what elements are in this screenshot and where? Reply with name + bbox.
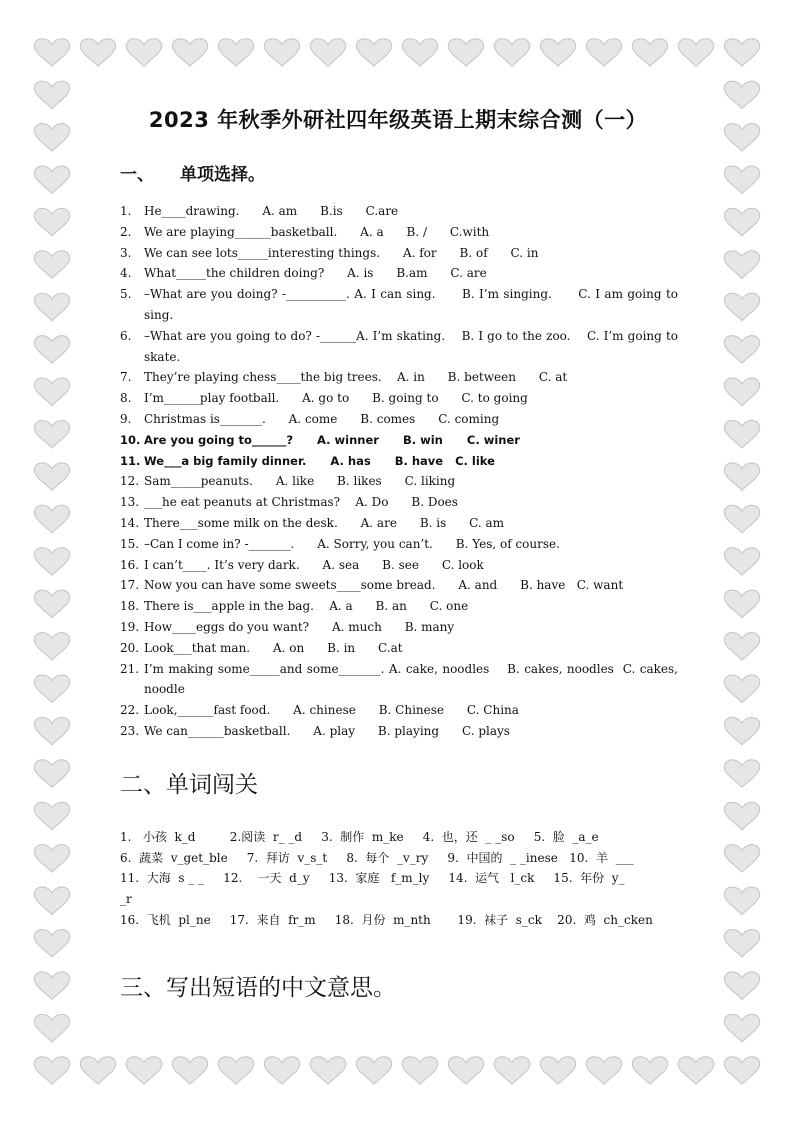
question-item	[118, 430, 678, 451]
heart-icon	[724, 1057, 759, 1085]
heart-icon	[724, 887, 759, 915]
section1-numeral: 一、	[120, 165, 154, 185]
word-line: 1. 小孩 k_d 2.阅读 r_ _d 3. 制作 m_ke 4. 也，还 _ _so 5. 脸 _a_e	[120, 829, 599, 844]
heart-icon	[34, 1014, 69, 1042]
heart-icon	[172, 1057, 207, 1085]
question-item	[118, 555, 678, 576]
heart-icon	[540, 1057, 575, 1085]
question-text: We can______basketball. A. play B. playing C. plays	[144, 723, 510, 738]
heart-icon	[34, 293, 69, 321]
question-list	[118, 201, 682, 742]
heart-icon	[586, 1057, 621, 1085]
question-item	[118, 263, 678, 284]
heart-icon	[448, 39, 483, 67]
heart-icon	[34, 251, 69, 279]
heart-icon	[448, 1057, 483, 1085]
question-text: I’m______play football. A. go to B. going to C. to going	[144, 391, 528, 406]
question-number: 23.	[120, 723, 140, 738]
section2-heading: 二、单词闯关	[120, 771, 258, 798]
heart-icon	[34, 548, 69, 576]
heart-icon	[218, 39, 253, 67]
word-challenge-list	[118, 827, 678, 931]
question-text: I can’t____. It’s very dark. A. sea B. see C. look	[144, 557, 484, 572]
heart-icon	[678, 39, 713, 67]
heart-icon	[724, 293, 759, 321]
question-number: 22.	[120, 703, 140, 718]
heart-icon	[402, 1057, 437, 1085]
question-item	[118, 617, 678, 638]
heart-icon	[724, 463, 759, 491]
question-text: They’re playing chess____the big trees. A. in B. between C. at	[144, 370, 568, 385]
heart-icon	[724, 420, 759, 448]
heart-icon	[34, 1057, 69, 1085]
question-text: –Can I come in? -_______. A. Sorry, you can’t. B. Yes, of course.	[144, 536, 560, 551]
question-item	[118, 222, 678, 243]
question-item	[118, 596, 678, 617]
question-item	[118, 534, 678, 555]
heart-icon	[724, 251, 759, 279]
heart-icon	[724, 336, 759, 364]
question-number: 7.	[120, 370, 132, 385]
heart-icon	[678, 1057, 713, 1085]
question-text: Now you can have some sweets____some bread. A. and B. have C. want	[144, 578, 624, 593]
question-text: –What are you going to do? -______A. I’m skating. B. I go to the zoo. C. I’m going to skate.	[144, 328, 682, 364]
question-item	[118, 513, 678, 534]
question-item	[118, 243, 678, 264]
question-item	[118, 284, 682, 326]
heart-icon	[586, 39, 621, 67]
question-item	[118, 451, 678, 472]
heart-icon	[34, 124, 69, 152]
question-text: ___he eat peanuts at Christmas? A. Do B. Does	[144, 495, 458, 510]
word-line: 6. 蔬菜 v_get_ble 7. 拜访 v_s_t 8. 每个 _v_ry 9. 中国的 _ _inese 10. 羊 ___	[120, 850, 634, 865]
heart-icon	[724, 39, 759, 67]
heart-icon	[310, 1057, 345, 1085]
section3-heading: 三、写出短语的中文意思。	[120, 974, 396, 1001]
question-number: 6.	[120, 328, 132, 343]
heart-icon	[34, 505, 69, 533]
heart-icon	[34, 166, 69, 194]
heart-icon	[264, 1057, 299, 1085]
heart-icon	[494, 39, 529, 67]
heart-icon	[724, 802, 759, 830]
heart-icon	[356, 39, 391, 67]
heart-icon	[34, 972, 69, 1000]
heart-icon	[80, 39, 115, 67]
heart-icon	[34, 887, 69, 915]
heart-icon	[724, 208, 759, 236]
question-item	[118, 201, 678, 222]
heart-icon	[724, 548, 759, 576]
question-item	[118, 492, 678, 513]
heart-icon	[724, 124, 759, 152]
heart-icon	[724, 972, 759, 1000]
heart-icon	[494, 1057, 529, 1085]
heart-icon	[402, 39, 437, 67]
question-item	[118, 638, 678, 659]
heart-icon	[34, 81, 69, 109]
heart-icon	[724, 378, 759, 406]
heart-icon	[34, 463, 69, 491]
page-title: 2023 年秋季外研社四年级英语上期末综合测（一）	[148, 108, 648, 132]
heart-icon	[632, 39, 667, 67]
heart-icon	[724, 81, 759, 109]
heart-icon	[724, 505, 759, 533]
question-number: 19.	[120, 619, 140, 634]
question-number: 4.	[120, 266, 132, 281]
section1-title: 单项选择。	[180, 165, 265, 185]
heart-icon	[632, 1057, 667, 1085]
heart-icon	[724, 760, 759, 788]
heart-icon	[724, 1014, 759, 1042]
question-item	[118, 575, 678, 596]
heart-icon	[34, 208, 69, 236]
section1-heading	[120, 160, 678, 185]
question-number: 2.	[120, 224, 132, 239]
question-number: 18.	[120, 599, 140, 614]
question-text: We are playing______basketball. A. a B. / C.with	[144, 224, 490, 239]
heart-icon	[264, 39, 299, 67]
question-text: Look,______fast food. A. chinese B. Chinese C. China	[144, 703, 519, 718]
heart-icon	[34, 336, 69, 364]
heart-icon	[34, 675, 69, 703]
question-number: 13.	[120, 495, 140, 510]
question-number: 11.	[120, 453, 141, 468]
question-text: I’m making some_____and some_______. A. cake, noodles B. cakes, noodles C. cakes, noodle	[144, 661, 682, 697]
heart-icon	[34, 845, 69, 873]
word-line: _r	[120, 892, 132, 907]
question-number: 14.	[120, 515, 140, 530]
heart-icon	[724, 675, 759, 703]
heart-icon	[724, 633, 759, 661]
heart-icon	[540, 39, 575, 67]
heart-icon	[724, 717, 759, 745]
heart-icon	[310, 39, 345, 67]
question-item	[118, 367, 678, 388]
heart-icon	[34, 420, 69, 448]
question-item	[118, 700, 678, 721]
question-number: 9.	[120, 411, 132, 426]
heart-icon	[34, 802, 69, 830]
question-text: Christmas is_______. A. come B. comes C. coming	[144, 411, 500, 426]
question-number: 21.	[120, 661, 140, 676]
question-number: 15.	[120, 536, 140, 551]
question-text: –What are you doing? -__________. A. I can sing. B. I’m singing. C. I am going to sing.	[144, 287, 682, 322]
question-text: We can see lots_____interesting things. A. for B. of C. in	[144, 245, 539, 260]
word-line: 11. 大海 s _ _ 12. 一天 d_y 13. 家庭 f_m_ly 14. 运气 l_ck 15. 年份 y_	[120, 871, 625, 886]
heart-icon	[80, 1057, 115, 1085]
question-item	[118, 471, 678, 492]
word-line: 16. 飞机 pl_ne 17. 来自 fr_m 18. 月份 m_nth 19. 袜子 s_ck 20. 鸡 ch_cken	[120, 912, 653, 927]
heart-icon	[724, 166, 759, 194]
question-text: There___some milk on the desk. A. are B. is C. am	[144, 515, 505, 530]
heart-icon	[126, 1057, 161, 1085]
question-number: 12.	[120, 474, 140, 489]
heart-icon	[724, 590, 759, 618]
question-text: Are you going to______? A. winner B. win C. winer	[144, 432, 520, 447]
heart-icon	[34, 929, 69, 957]
question-text: What_____the children doing? A. is B.am C. are	[144, 266, 487, 281]
heart-icon	[34, 633, 69, 661]
heart-icon	[356, 1057, 391, 1085]
question-item	[118, 659, 682, 701]
worksheet-content	[118, 96, 682, 1030]
heart-icon	[34, 760, 69, 788]
question-text: How____eggs do you want? A. much B. many	[144, 619, 455, 634]
question-item	[118, 326, 682, 368]
question-text: There is___apple in the bag. A. a B. an C. one	[144, 599, 469, 614]
heart-icon	[218, 1057, 253, 1085]
heart-icon	[34, 378, 69, 406]
heart-icon	[172, 39, 207, 67]
question-text: He____drawing. A. am B.is C.are	[144, 204, 399, 218]
question-text: Look___that man. A. on B. in C.at	[144, 640, 403, 655]
question-number: 1.	[120, 204, 132, 218]
question-text: We___a big family dinner. A. has B. have C. like	[144, 453, 495, 468]
heart-icon	[724, 845, 759, 873]
heart-icon	[126, 39, 161, 67]
question-number: 17.	[120, 578, 140, 593]
question-item	[118, 388, 678, 409]
question-number: 20.	[120, 640, 140, 655]
question-number: 3.	[120, 245, 132, 260]
question-item	[118, 721, 678, 742]
question-item	[118, 409, 678, 430]
question-number: 5.	[120, 287, 132, 302]
heart-icon	[724, 929, 759, 957]
heart-icon	[34, 590, 69, 618]
question-number: 8.	[120, 391, 132, 406]
heart-icon	[34, 39, 69, 67]
question-number: 10.	[120, 432, 141, 447]
question-text: Sam_____peanuts. A. like B. likes C. liking	[144, 474, 456, 489]
heart-icon	[34, 717, 69, 745]
question-number: 16.	[120, 557, 140, 572]
